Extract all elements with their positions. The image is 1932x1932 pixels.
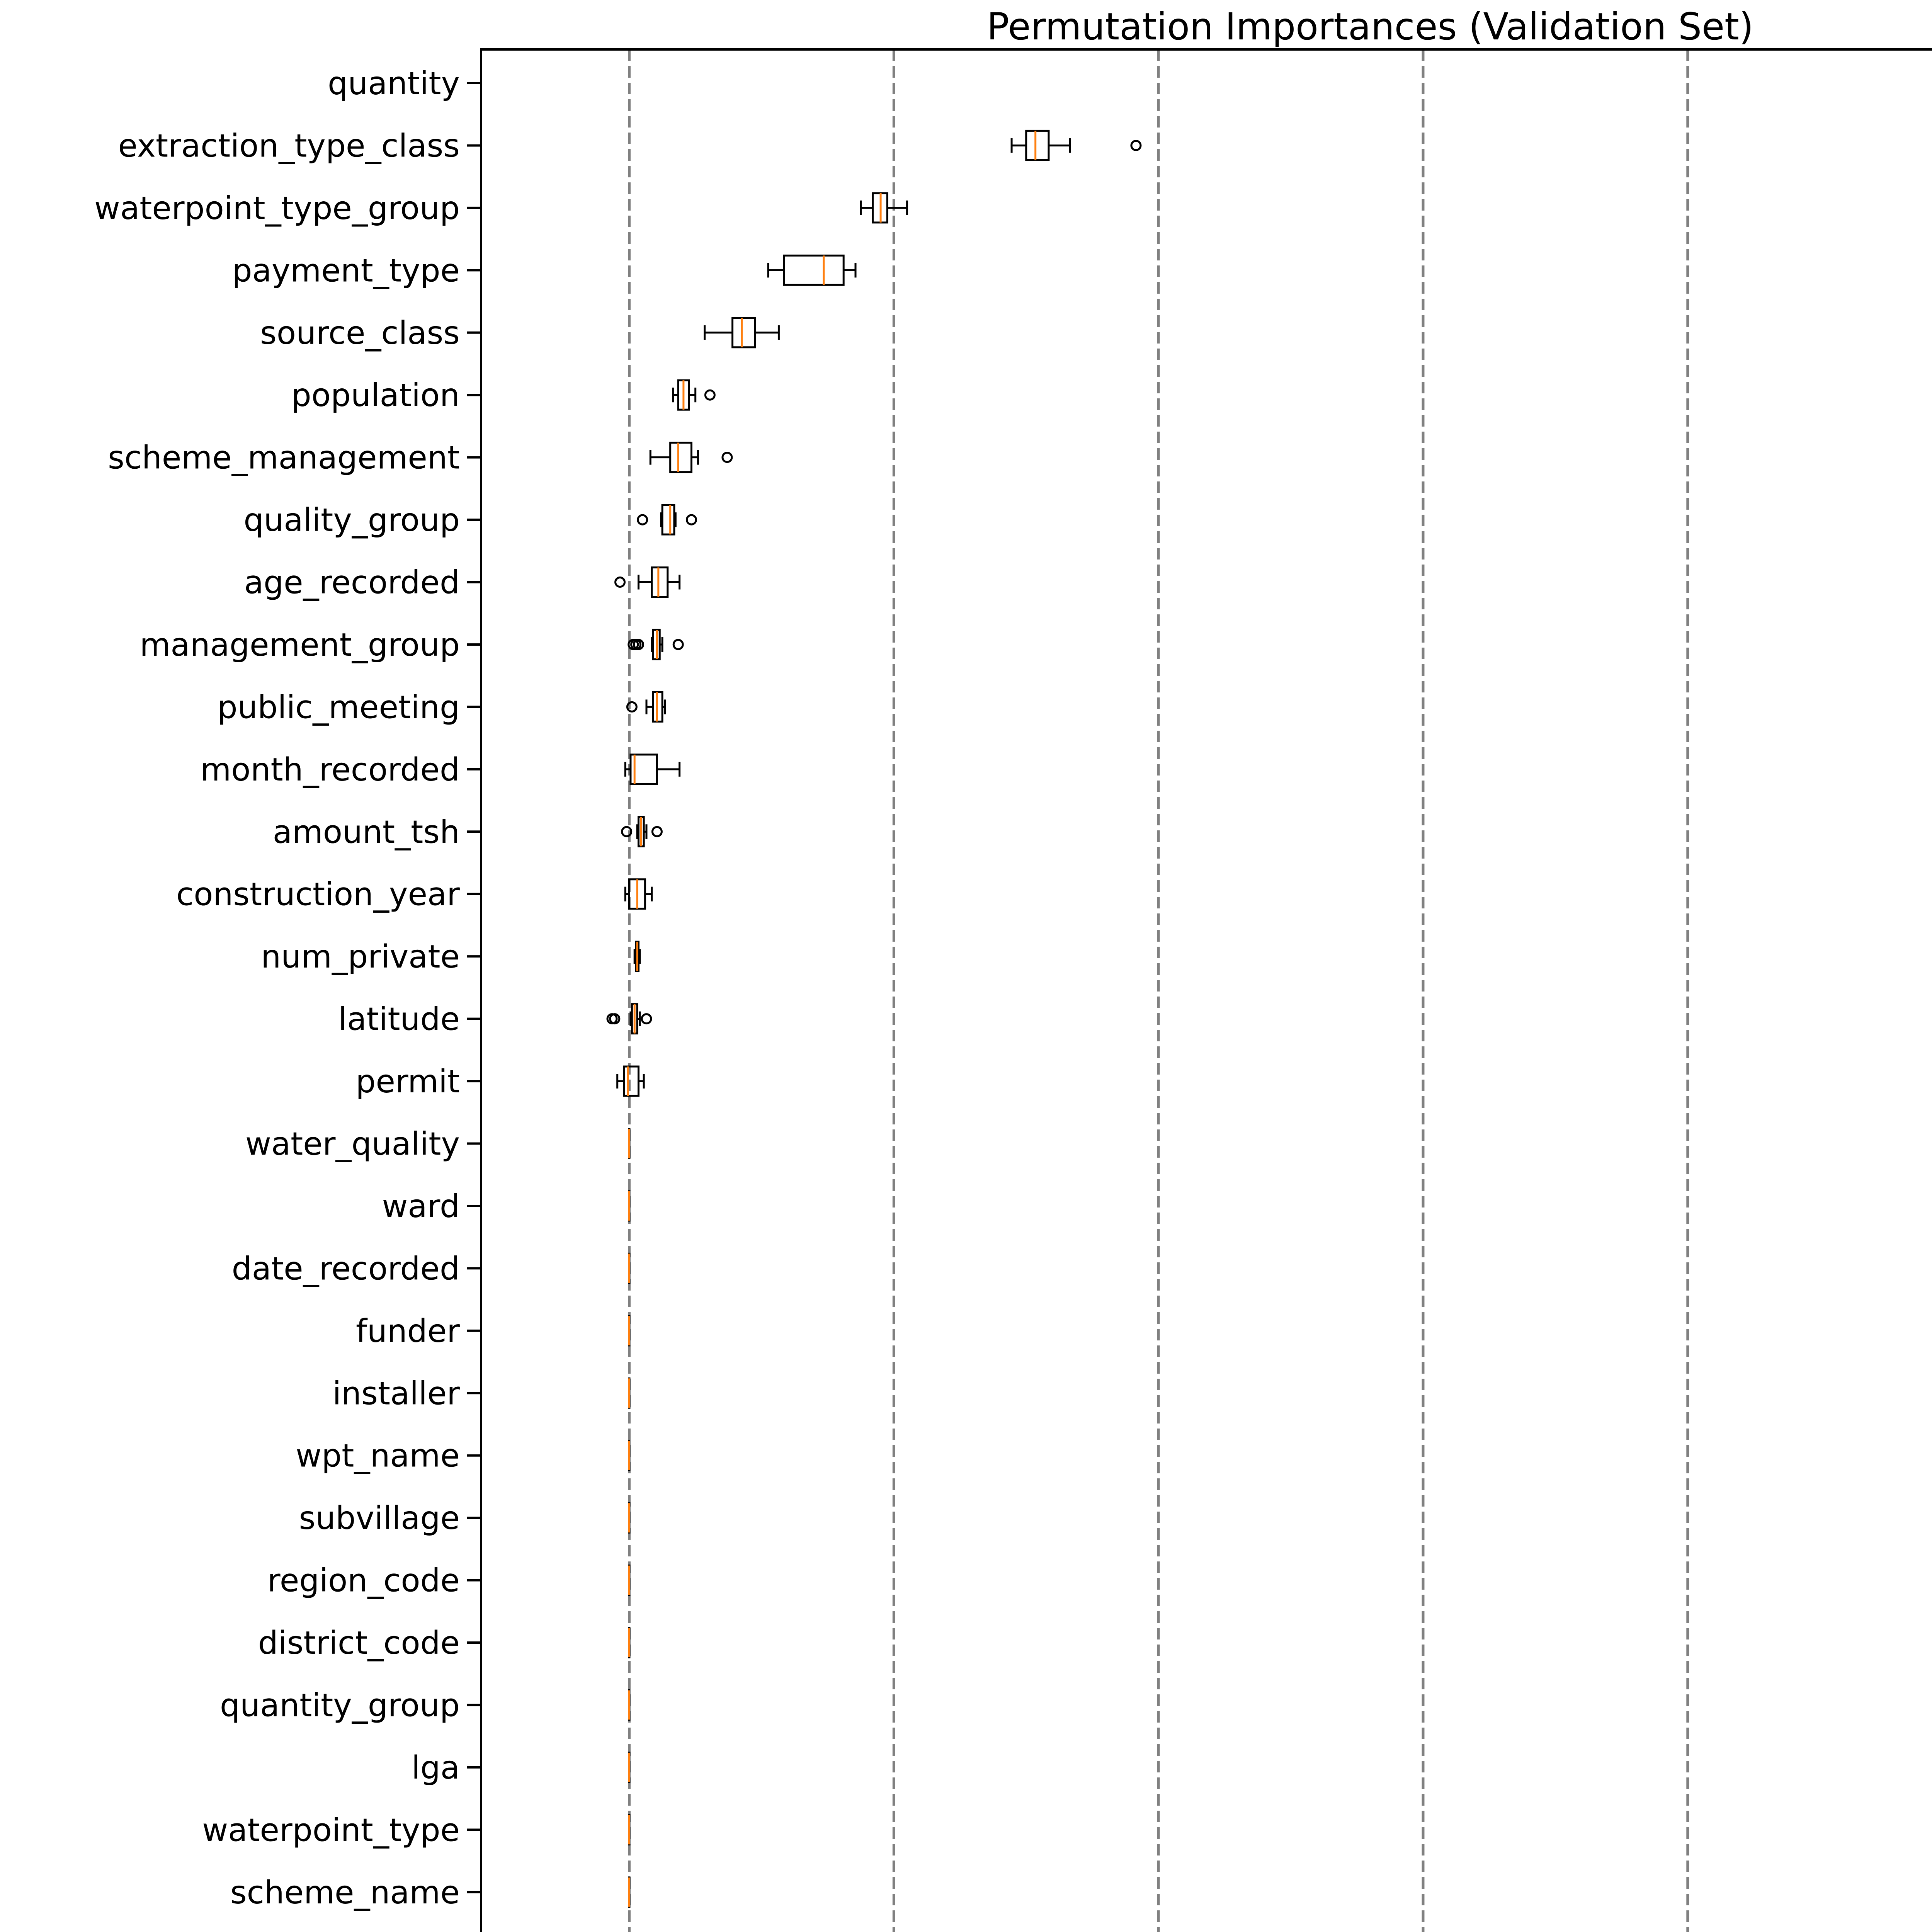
chart-title: Permutation Importances (Validation Set) bbox=[986, 5, 1754, 48]
y-tick-label: ward bbox=[382, 1188, 460, 1225]
y-tick-label: region_code bbox=[267, 1562, 460, 1599]
y-tick-label: waterpoint_type bbox=[202, 1812, 460, 1849]
box-waterpoint-type bbox=[629, 1815, 630, 1844]
y-tick-label: wpt_name bbox=[296, 1437, 460, 1475]
box-water-quality bbox=[629, 1129, 630, 1158]
y-tick-label: waterpoint_type_group bbox=[94, 190, 460, 227]
y-tick-label: subvillage bbox=[299, 1500, 460, 1537]
y-tick-label: district_code bbox=[258, 1625, 460, 1662]
box-ward bbox=[629, 1191, 630, 1221]
box-wpt-name bbox=[629, 1441, 630, 1470]
box-scheme-name bbox=[629, 1878, 630, 1907]
y-tick-label: scheme_management bbox=[108, 439, 460, 476]
y-tick-label: num_private bbox=[261, 939, 460, 976]
y-tick-label: installer bbox=[332, 1375, 460, 1412]
y-tick-label: funder bbox=[355, 1313, 460, 1350]
box-funder bbox=[629, 1316, 630, 1345]
y-tick-label: lga bbox=[411, 1749, 460, 1786]
box-num-private bbox=[634, 942, 640, 971]
box-lga bbox=[629, 1753, 630, 1782]
box-subvillage bbox=[629, 1503, 630, 1532]
box-date-recorded bbox=[629, 1253, 630, 1283]
y-tick-label: construction_year bbox=[176, 876, 460, 913]
y-tick-label: payment_type bbox=[232, 252, 460, 289]
y-tick-label: quality_group bbox=[243, 502, 460, 539]
box-region-code bbox=[629, 1566, 630, 1595]
y-tick-label: latitude bbox=[338, 1001, 460, 1038]
y-tick-label: quantity bbox=[328, 65, 460, 102]
y-tick-label: amount_tsh bbox=[272, 814, 460, 851]
y-tick-label: quantity_group bbox=[219, 1687, 460, 1724]
y-tick-label: public_meeting bbox=[217, 689, 460, 726]
box-quantity-group bbox=[629, 1690, 630, 1719]
y-tick-label: month_recorded bbox=[200, 751, 460, 788]
y-tick-label: source_class bbox=[260, 315, 460, 352]
box-district-code bbox=[629, 1628, 630, 1657]
y-tick-label: population bbox=[291, 377, 460, 414]
box-installer bbox=[629, 1378, 630, 1408]
y-tick-label: scheme_name bbox=[230, 1874, 460, 1911]
y-tick-label: permit bbox=[355, 1063, 460, 1100]
y-tick-label: extraction_type_class bbox=[118, 128, 460, 165]
y-tick-label: water_quality bbox=[245, 1126, 460, 1163]
y-tick-label: age_recorded bbox=[244, 564, 460, 601]
y-tick-label: management_group bbox=[139, 626, 460, 663]
y-tick-label: date_recorded bbox=[231, 1250, 460, 1287]
